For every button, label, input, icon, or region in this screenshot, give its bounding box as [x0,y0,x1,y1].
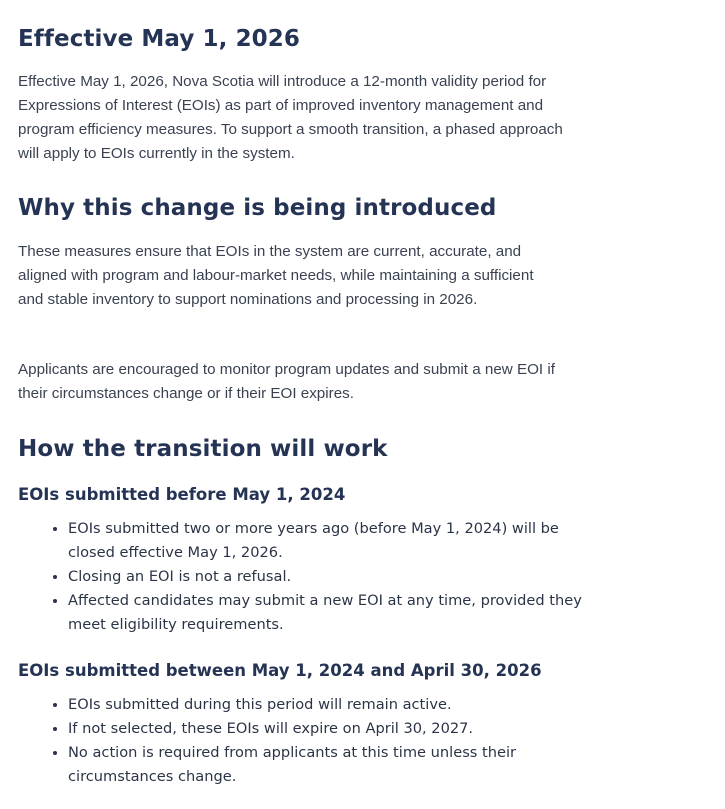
list-item: • No action is required from applicants at this time unless their circumstances change. [68,741,588,789]
list-item: • Closing an EOI is not a refusal. [68,565,598,589]
heading-why: Why this change is being introduced [18,195,497,221]
heading-effective: Effective May 1, 2026 [18,26,300,52]
paragraph-why-1: These measures ensure that EOIs in the system are current, accurate, and aligned with program and labour-market needs, while maintaining a sufficient and stable inventory to support nominations and processing in 2026. [18,243,534,308]
list-item: • EOIs submitted two or more years ago (before May 1, 2024) will be closed effective May 1, 2026. [68,517,598,565]
list-item: • Affected candidates may submit a new EOI at any time, provided they meet eligibility requirements. [68,589,598,637]
list-2024-2026 [18,693,588,789]
subheading-before-2024: EOIs submitted before May 1, 2024 [18,485,346,504]
paragraph-effective: Effective May 1, 2026, Nova Scotia will introduce a 12-month validity period for Expressions of Interest (EOIs) as part of improved inventory management and program efficiency measures. To support a smooth transition, a phased approach will apply to EOIs currently in the system. [18,73,563,162]
heading-how: How the transition will work [18,436,388,462]
paragraph-why-2: Applicants are encouraged to monitor program updates and submit a new EOI if their circumstances change or if their EOI expires. [18,361,555,402]
list-item: • If not selected, these EOIs will expire on April 30, 2027. [68,717,588,741]
subheading-2024-2026: EOIs submitted between May 1, 2024 and April 30, 2026 [18,661,542,680]
list-before-2024 [18,517,598,637]
list-item: • EOIs submitted during this period will remain active. [68,693,588,717]
